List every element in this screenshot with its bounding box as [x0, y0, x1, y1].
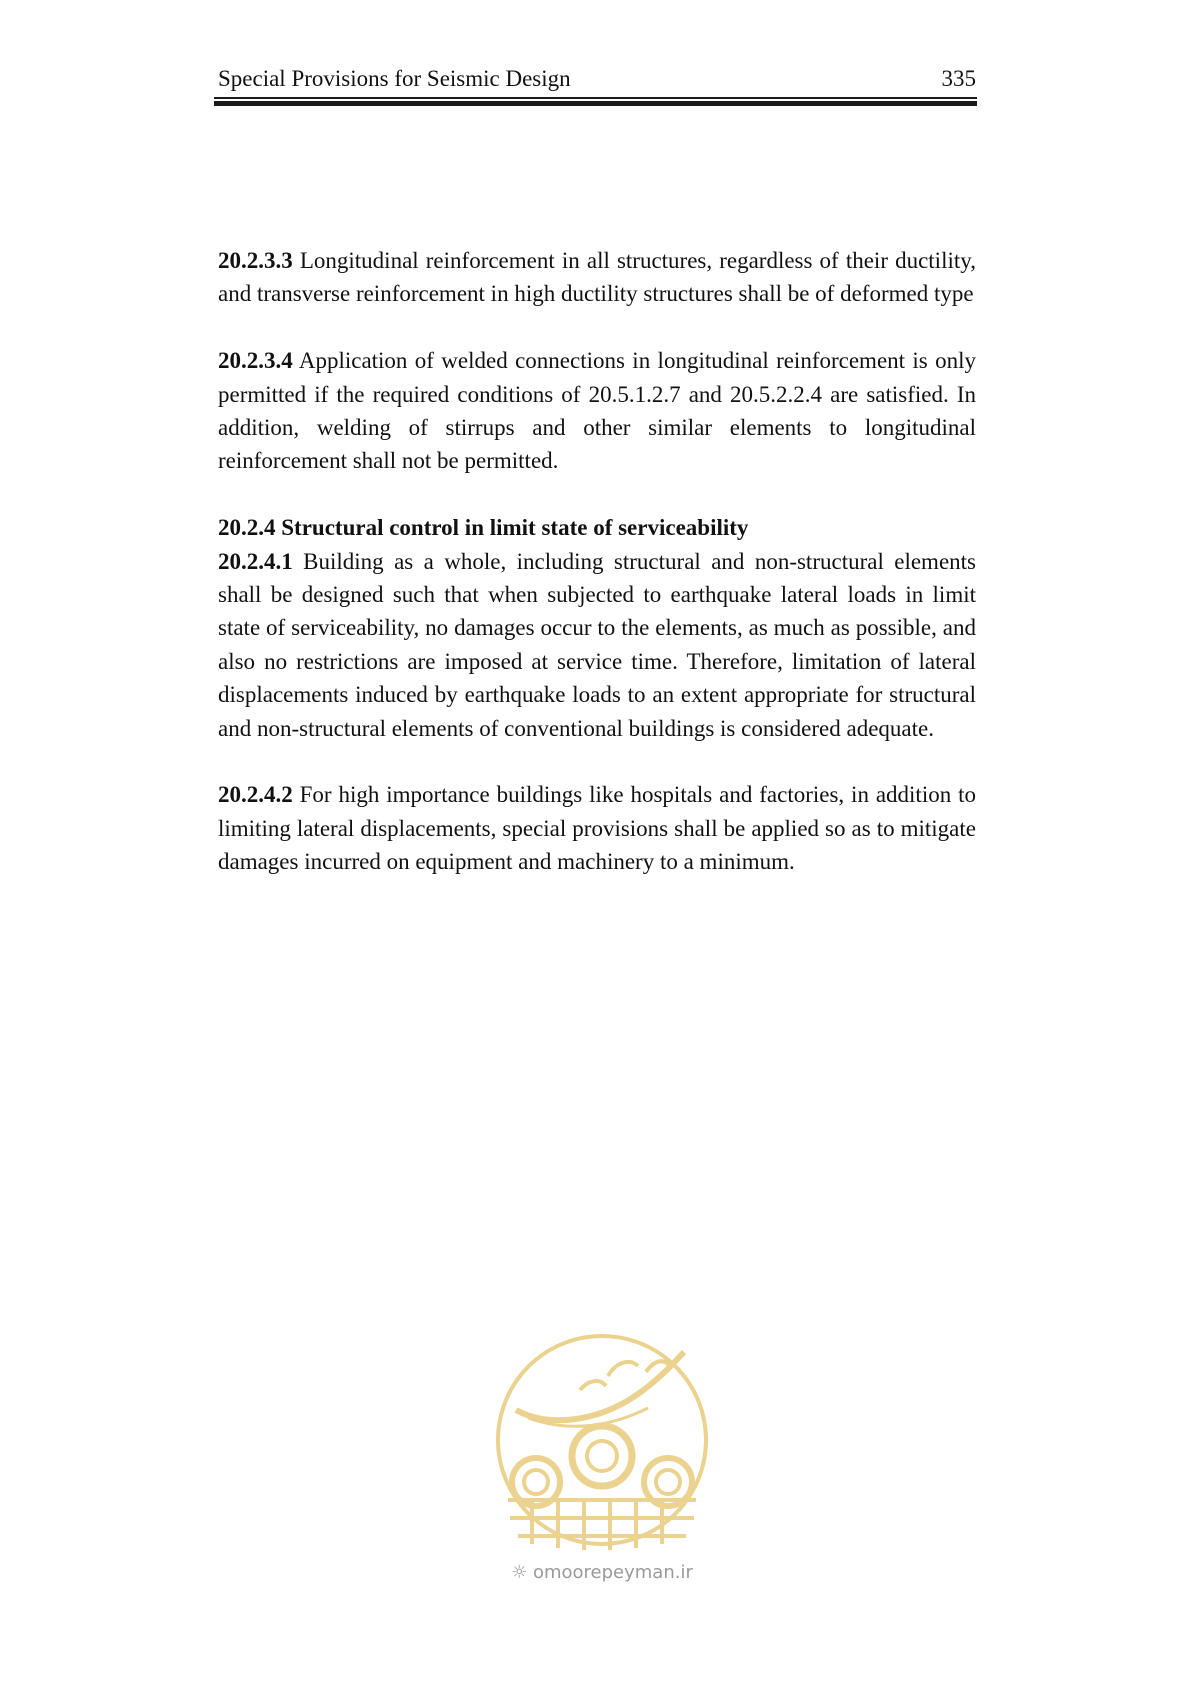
paragraph-20-2-3-3 [218, 244, 976, 311]
clause-text: Application of welded connections in longitudinal reinforcement is only permitted if the required conditions of 20.5.1.2.7 and 20.5.2.2.4 are satisfied. In addition, welding of stirrups and other similar elements to longitudinal reinforcement shall not be permitted. [218, 348, 976, 474]
header-rule-thin [214, 97, 977, 99]
page-header [218, 64, 976, 94]
clause-text: Longitudinal reinforcement in all structures, regardless of their ductility, and transverse reinforcement in high ductility structures shall be of deformed type [218, 248, 976, 307]
clause-number: 20.2.4.2 [218, 782, 293, 808]
paragraph-20-2-4-1 [218, 545, 976, 745]
watermark-seal-icon [488, 1332, 716, 1557]
clause-number: 20.2.4.1 [218, 548, 293, 574]
section-heading: 20.2.4 Structural control in limit state of serviceability [218, 515, 749, 541]
clause-text: Building as a whole, including structural and non-structural elements shall be designed such that when subjected to earthquake lateral loads in limit state of serviceability, no damages occur to the elements, as much as possible, and also no restrictions are imposed at service time. Therefore, limitation of lateral displacements induced by earthquake loads to an extent appropriate for structural and non-structural elements of conventional buildings is considered adequate. [218, 548, 976, 741]
header-rule-thick [214, 101, 977, 106]
running-title: Special Provisions for Seismic Design [218, 66, 571, 91]
clause-text: For high importance buildings like hospitals and factories, in addition to limiting lateral displacements, special provisions shall be applied so as to mitigate damages incurred on equipment and machinery to a minimum. [218, 782, 976, 875]
page-number: 335 [941, 66, 976, 91]
watermark-url: ☼ omoorepeyman.ir [511, 1562, 693, 1583]
paragraph-20-2-4-2 [218, 778, 976, 878]
clause-number: 20.2.3.3 [218, 248, 293, 273]
clause-number: 20.2.3.4 [218, 348, 293, 374]
watermark-logo [488, 1332, 716, 1592]
paragraph-20-2-3-4 [218, 344, 976, 478]
body-text [218, 244, 976, 879]
